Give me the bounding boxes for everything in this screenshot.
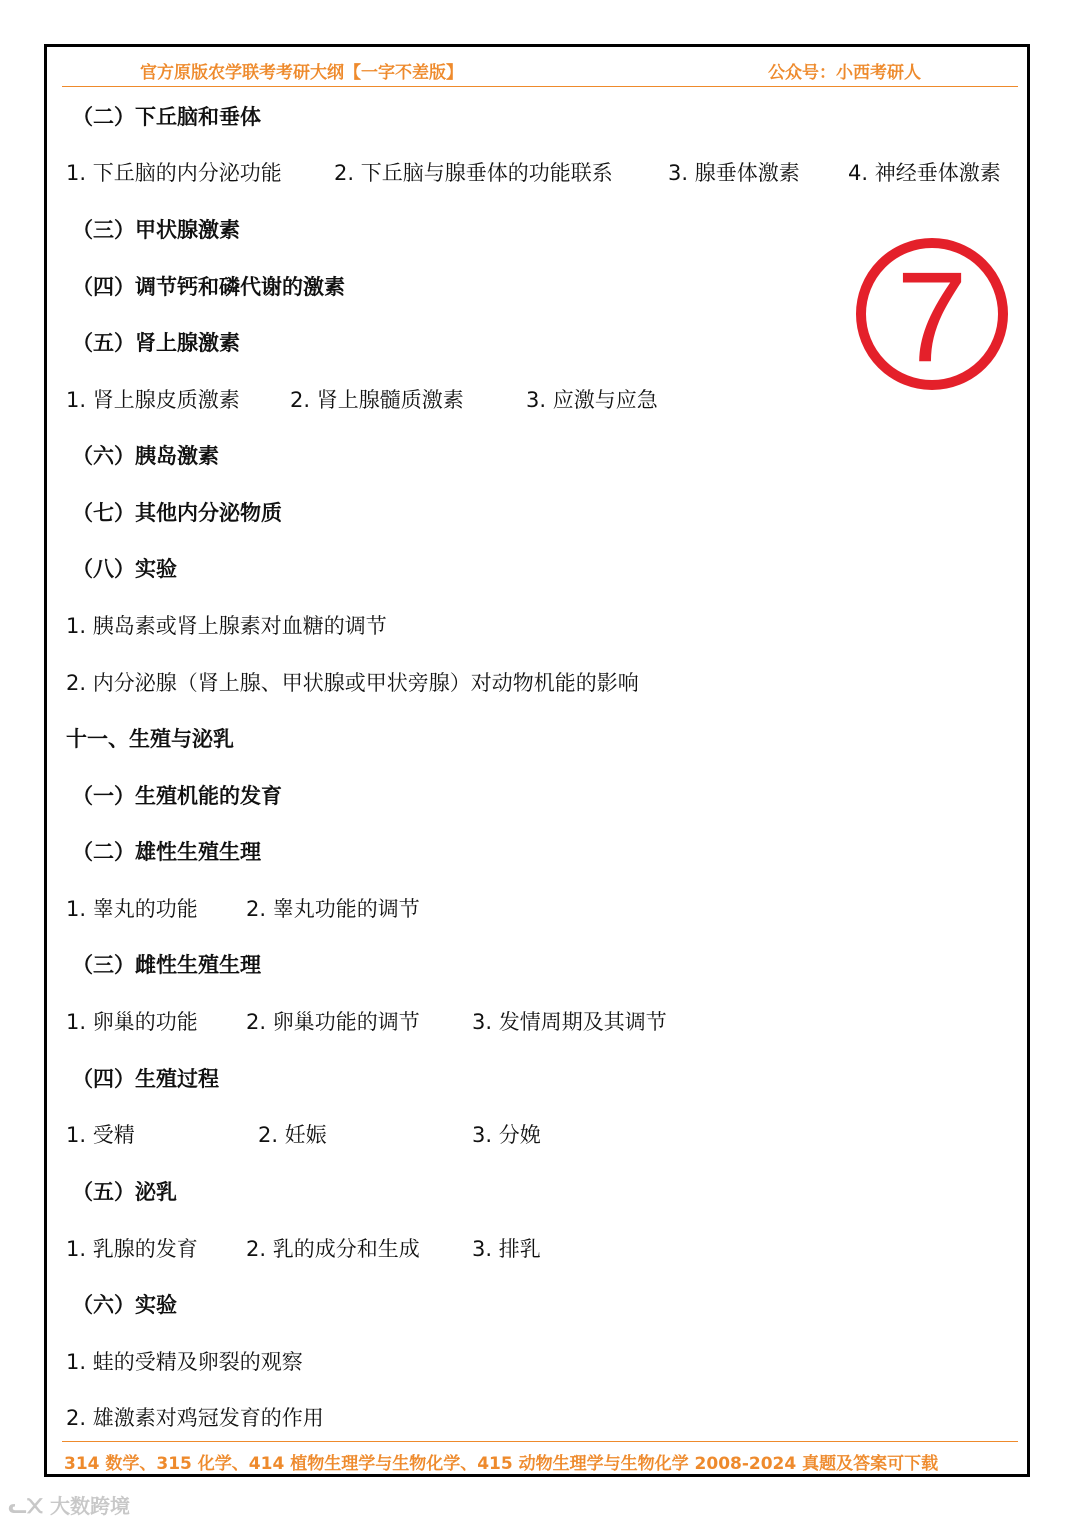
list-item: 2. 下丘脑与腺垂体的功能联系 — [334, 161, 613, 185]
list-item: 2. 卵巢功能的调节 — [246, 1010, 420, 1034]
list-item: 1. 下丘脑的内分泌功能 — [66, 161, 282, 185]
section-heading: （七）其他内分泌物质 — [72, 501, 282, 525]
number-stamp-icon — [852, 234, 1012, 394]
list-item: 2. 肾上腺髓质激素 — [290, 388, 464, 412]
section-heading: （二）雄性生殖生理 — [72, 840, 261, 864]
list-item: 1. 肾上腺皮质激素 — [66, 388, 240, 412]
stamp-number: 7 — [896, 246, 968, 389]
footer-note: 314 数学、315 化学、414 植物生理学与生物化学、415 动物生理学与生物化学 2008-2024 真题及答案可下载 — [64, 1454, 939, 1474]
section-heading: （八）实验 — [72, 557, 177, 581]
list-item: 1. 乳腺的发育 — [66, 1237, 198, 1261]
list-item: 2. 睾丸功能的调节 — [246, 897, 420, 921]
section-heading: （六）胰岛激素 — [72, 444, 219, 468]
list-item: 2. 乳的成分和生成 — [246, 1237, 420, 1261]
list-item: 2. 内分泌腺（肾上腺、甲状腺或甲状旁腺）对动物机能的影响 — [66, 671, 639, 695]
section-heading: （一）生殖机能的发育 — [72, 784, 282, 808]
chapter-heading: 十一、生殖与泌乳 — [66, 727, 234, 751]
section-heading: （五）泌乳 — [72, 1180, 177, 1204]
section-heading: （三）甲状腺激素 — [72, 218, 240, 242]
section-heading: （四）调节钙和磷代谢的激素 — [72, 275, 345, 299]
list-item: 1. 受精 — [66, 1123, 135, 1147]
watermark-logo-icon: ᓚ᙭ — [8, 1494, 44, 1518]
list-item: 2. 妊娠 — [258, 1123, 327, 1147]
list-item: 3. 排乳 — [472, 1237, 541, 1261]
list-item: 1. 胰岛素或肾上腺素对血糖的调节 — [66, 614, 387, 638]
watermark — [8, 1490, 130, 1519]
list-item: 3. 应激与应急 — [526, 388, 658, 412]
section-heading: （二）下丘脑和垂体 — [72, 105, 261, 129]
header-title: 官方原版农学联考考研大纲【一字不差版】 — [140, 63, 463, 83]
list-item: 3. 腺垂体激素 — [668, 161, 800, 185]
section-heading: （四）生殖过程 — [72, 1067, 219, 1091]
section-heading: （六）实验 — [72, 1293, 177, 1317]
list-item: 3. 发情周期及其调节 — [472, 1010, 667, 1034]
list-item: 4. 神经垂体激素 — [848, 161, 1001, 185]
section-heading: （三）雌性生殖生理 — [72, 953, 261, 977]
list-item: 1. 蛙的受精及卵裂的观察 — [66, 1350, 303, 1374]
list-item: 3. 分娩 — [472, 1123, 541, 1147]
section-heading: （五）肾上腺激素 — [72, 331, 240, 355]
header-divider — [62, 86, 1018, 87]
header-account: 公众号：小西考研人 — [768, 63, 921, 83]
list-item: 1. 睾丸的功能 — [66, 897, 198, 921]
watermark-text: 大数跨境 — [50, 1494, 131, 1518]
list-item: 1. 卵巢的功能 — [66, 1010, 198, 1034]
list-item: 2. 雄激素对鸡冠发育的作用 — [66, 1406, 324, 1430]
footer-divider — [62, 1441, 1018, 1442]
